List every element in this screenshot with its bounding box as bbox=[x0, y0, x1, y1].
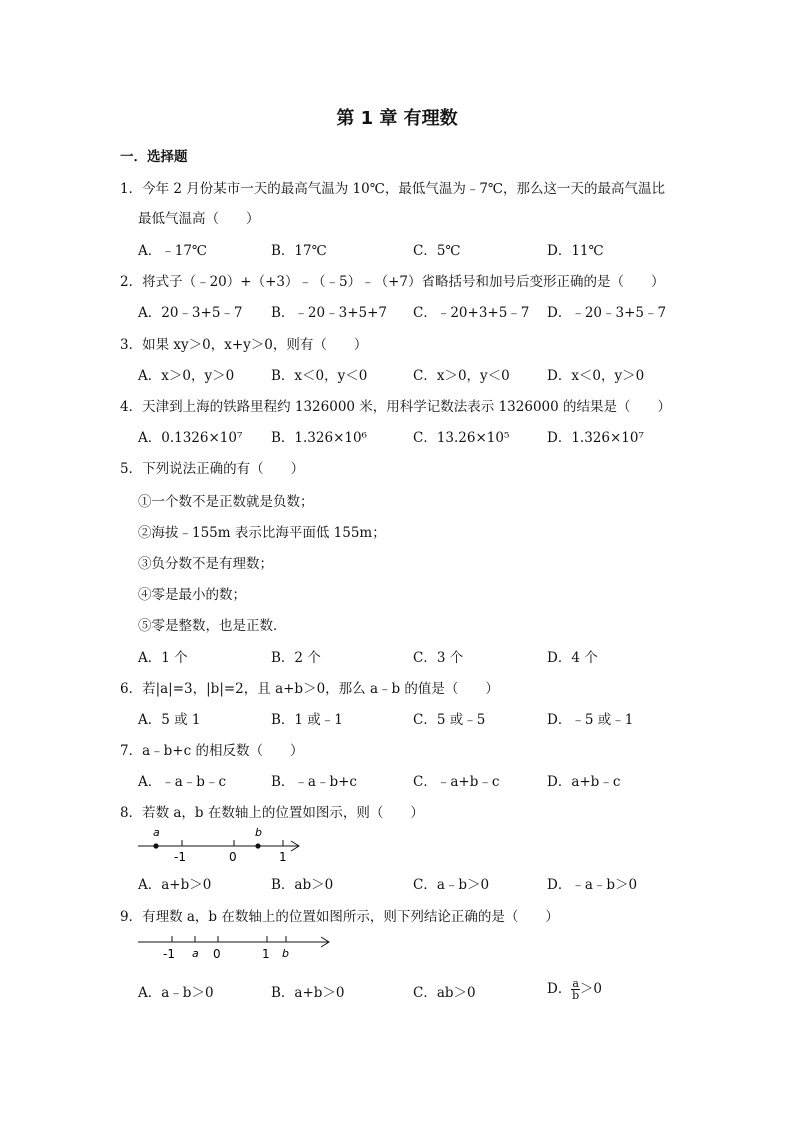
option-d: D．a+b﹣c bbox=[547, 774, 621, 790]
question-1-text-cont: 最低气温高（ ） bbox=[138, 211, 260, 227]
question-7-options bbox=[138, 770, 658, 790]
question-4-options bbox=[138, 426, 658, 446]
question-4-text: 4．天津到上海的铁路里程约 1326000 米，用科学记数法表示 1326000 的结果是（ ） bbox=[120, 399, 672, 415]
option-b: B．17℃ bbox=[271, 243, 327, 259]
option-d bbox=[547, 977, 602, 1001]
option-c: C．5 或﹣5 bbox=[413, 712, 486, 728]
statement-1: ①一个数不是正数就是负数； bbox=[138, 494, 314, 510]
label-minus-one: -1 bbox=[174, 850, 186, 864]
question-6-options bbox=[138, 708, 658, 728]
option-a: A．x＞0，y＞0 bbox=[138, 368, 235, 384]
question-5-options bbox=[138, 646, 658, 666]
question-5-text: 5．下列说法正确的有（ ） bbox=[120, 461, 305, 477]
option-d-prefix: D． bbox=[547, 981, 572, 997]
label-zero: 0 bbox=[229, 850, 237, 864]
option-a: A．a+b＞0 bbox=[138, 877, 212, 893]
question-3-text: 3．如果 xy＞0，x+y＞0，则有（ ） bbox=[120, 337, 368, 353]
question-8-options bbox=[138, 873, 658, 893]
option-d: D．﹣20﹣3+5﹣7 bbox=[547, 305, 667, 321]
option-d: D．x＜0，y＞0 bbox=[547, 368, 645, 384]
option-a: A．5 或 1 bbox=[138, 712, 201, 728]
question-2-options bbox=[138, 301, 667, 321]
option-c: C．13.26×10⁵ bbox=[413, 430, 510, 446]
question-9-options bbox=[138, 977, 658, 1007]
option-b: B．x＜0，y＜0 bbox=[271, 368, 368, 384]
option-c: C．a﹣b＞0 bbox=[413, 877, 490, 893]
label-minus-one: -1 bbox=[163, 947, 175, 961]
label-a: a bbox=[192, 947, 199, 960]
statement-3: ③负分数不是有理数； bbox=[138, 556, 273, 572]
statement-5: ⑤零是整数，也是正数． bbox=[138, 618, 287, 634]
option-a: A．a﹣b＞0 bbox=[138, 985, 214, 1001]
fraction-denominator: b bbox=[572, 989, 580, 1002]
question-1-options bbox=[138, 239, 658, 259]
option-d: D．﹣5 或﹣1 bbox=[547, 712, 634, 728]
option-a: A．1 个 bbox=[138, 650, 188, 666]
option-d-suffix: ＞0 bbox=[579, 981, 602, 997]
question-7-text: 7．a﹣b+c 的相反数（ ） bbox=[120, 743, 304, 759]
option-c: C．﹣a+b﹣c bbox=[413, 774, 500, 790]
label-b: b bbox=[282, 947, 289, 960]
option-b: B．ab＞0 bbox=[271, 877, 334, 893]
label-b: b bbox=[255, 826, 262, 839]
question-9-text: 9．有理数 a，b 在数轴上的位置如图所示，则下列结论正确的是（ ） bbox=[120, 909, 559, 925]
option-d: D．11℃ bbox=[547, 243, 604, 259]
option-b: B．2 个 bbox=[271, 650, 321, 666]
option-b: B．﹣20﹣3+5+7 bbox=[271, 305, 387, 321]
option-b: B．a+b＞0 bbox=[271, 985, 345, 1001]
fraction bbox=[571, 978, 580, 1001]
fraction-numerator: a bbox=[572, 977, 579, 990]
statement-4: ④零是最小的数； bbox=[138, 587, 246, 603]
option-a: A．﹣17℃ bbox=[138, 243, 208, 259]
label-a: a bbox=[153, 826, 160, 839]
statement-2: ②海拔﹣155m 表示比海平面低 155m； bbox=[138, 525, 386, 541]
option-c: C．3 个 bbox=[413, 650, 464, 666]
option-a: A．20﹣3+5﹣7 bbox=[138, 305, 243, 321]
option-c: C．ab＞0 bbox=[413, 985, 476, 1001]
question-8-text: 8．若数 a，b 在数轴上的位置如图示，则（ ） bbox=[120, 805, 424, 821]
option-d: D．1.326×10⁷ bbox=[547, 430, 644, 446]
section-heading: 一．选择题 bbox=[120, 149, 188, 165]
question-1-text: 1．今年 2 月份某市一天的最高气温为 10℃，最低气温为﹣7℃，那么这一天的最高气温比 bbox=[120, 181, 666, 197]
option-c: C．x＞0，y＜0 bbox=[413, 368, 510, 384]
number-line-q9 bbox=[130, 930, 340, 964]
option-b: B．﹣a﹣b+c bbox=[271, 774, 357, 790]
page-title: 第 1 章 有理数 bbox=[336, 108, 458, 129]
point-b bbox=[255, 843, 260, 848]
option-d: D．4 个 bbox=[547, 650, 598, 666]
question-3-options bbox=[138, 364, 658, 384]
option-b: B．1 或﹣1 bbox=[271, 712, 343, 728]
label-zero: 0 bbox=[213, 947, 221, 961]
option-c: C．5℃ bbox=[413, 243, 461, 259]
option-a: A．﹣a﹣b﹣c bbox=[138, 774, 227, 790]
label-one: 1 bbox=[262, 947, 270, 961]
option-c: C．﹣20+3+5﹣7 bbox=[413, 305, 530, 321]
option-d: D．﹣a﹣b＞0 bbox=[547, 877, 638, 893]
point-a bbox=[153, 843, 158, 848]
option-b: B．1.326×10⁶ bbox=[271, 430, 367, 446]
question-2-text: 2．将式子（﹣20）+（+3）﹣（﹣5）﹣（+7）省略括号和加号后变形正确的是（ ） bbox=[120, 274, 665, 290]
number-line-q8 bbox=[130, 820, 310, 866]
option-a: A．0.1326×10⁷ bbox=[138, 430, 243, 446]
label-one: 1 bbox=[279, 850, 287, 864]
question-6-text: 6．若|a|=3，|b|=2，且 a+b＞0，那么 a﹣b 的值是（ ） bbox=[120, 681, 499, 697]
